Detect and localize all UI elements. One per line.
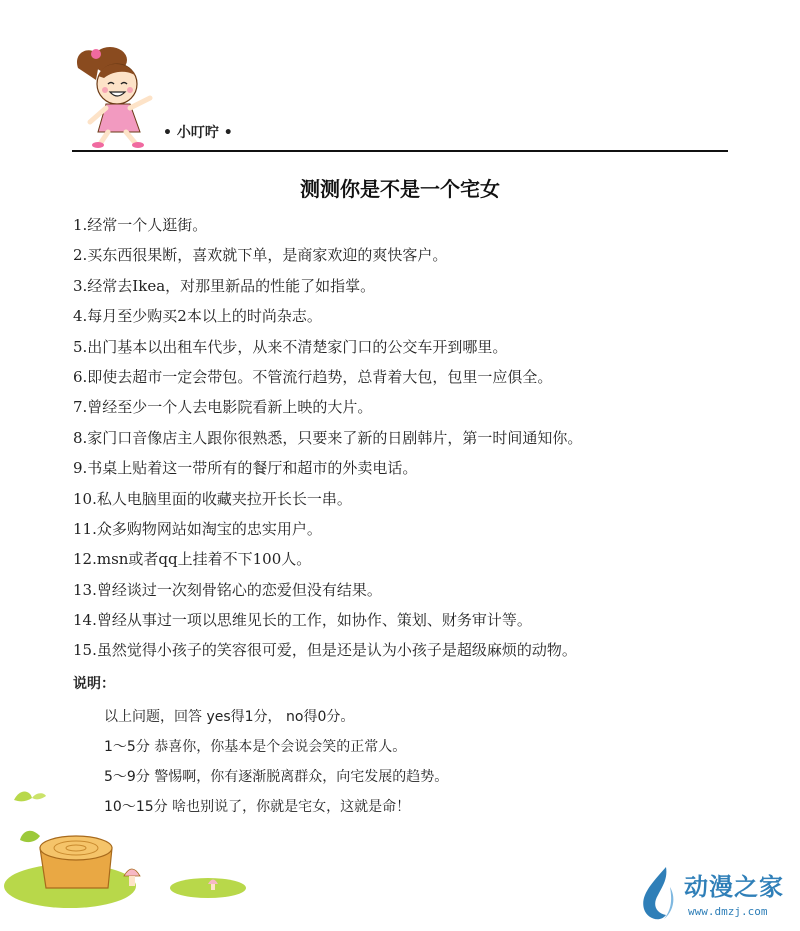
question-item: 6.即使去超市一定会带包。不管流行趋势，总背着大包，包里一应俱全。 [73, 367, 553, 386]
question-item: 9.书桌上贴着这一带所有的餐厅和超市的外卖电话。 [73, 459, 418, 478]
watermark [636, 863, 796, 925]
water-drop-logo-icon [636, 865, 678, 923]
watermark-text: 动漫之家 [684, 873, 784, 901]
note-list [104, 702, 448, 822]
question-item: 1.经常一个人逛街。 [73, 216, 208, 234]
question-item: 8.家门口音像店主人跟你很熟悉，只要来了新的日剧韩片，第一时间通知你。 [73, 428, 583, 447]
watermark-url: www.dmzj.com [688, 905, 768, 918]
question-item: 10.私人电脑里面的收藏夹拉开长长一串。 [73, 489, 352, 508]
note-line: 5～9分 警惕啊，你有逐渐脱离群众，向宅发展的趋势。 [104, 769, 449, 785]
question-item: 12.msn或者qq上挂着不下100人。 [73, 550, 312, 569]
question-item: 11.众多购物网站如淘宝的忠实用户。 [73, 519, 322, 538]
note-line: 10～15分 啥也别说了，你就是宅女，这就是命！ [104, 799, 411, 815]
question-item: 13.曾经谈过一次刻骨铭心的恋爱但没有结果。 [73, 580, 382, 599]
page-title: 测测你是不是一个宅女 [300, 177, 500, 201]
note-line: 以上问题，回答 yes得1分， no得0分。 [104, 709, 355, 725]
question-item: 3.经常去Ikea，对那里新品的性能了如指掌。 [73, 276, 376, 295]
question-item: 14.曾经从事过一项以思维见长的工作，如协作、策划、财务审计等。 [73, 611, 532, 630]
question-item: 15.虽然觉得小孩子的笑容很可爱，但是还是认为小孩子是超级麻烦的动物。 [73, 641, 577, 660]
header-divider [72, 150, 728, 152]
tree-stump-illustration [0, 826, 250, 931]
question-item: 4.每月至少购买2本以上的时尚杂志。 [73, 307, 322, 326]
note-heading: 说明： [73, 676, 115, 692]
question-item: 5.出门基本以出租车代步，从来不清楚家门口的公交车开到哪里。 [73, 337, 508, 356]
note-line: 1～5分 恭喜你，你基本是个会说会笑的正常人。 [104, 739, 407, 755]
header-label: • 小叮咛 • [163, 125, 233, 141]
question-item: 2.买东西很果断，喜欢就下单，是商家欢迎的爽快客户。 [73, 246, 448, 265]
sprout-leaf-icon [10, 786, 50, 806]
question-list [73, 210, 582, 666]
question-item: 7.曾经至少一个人去电影院看新上映的大片。 [73, 398, 373, 417]
